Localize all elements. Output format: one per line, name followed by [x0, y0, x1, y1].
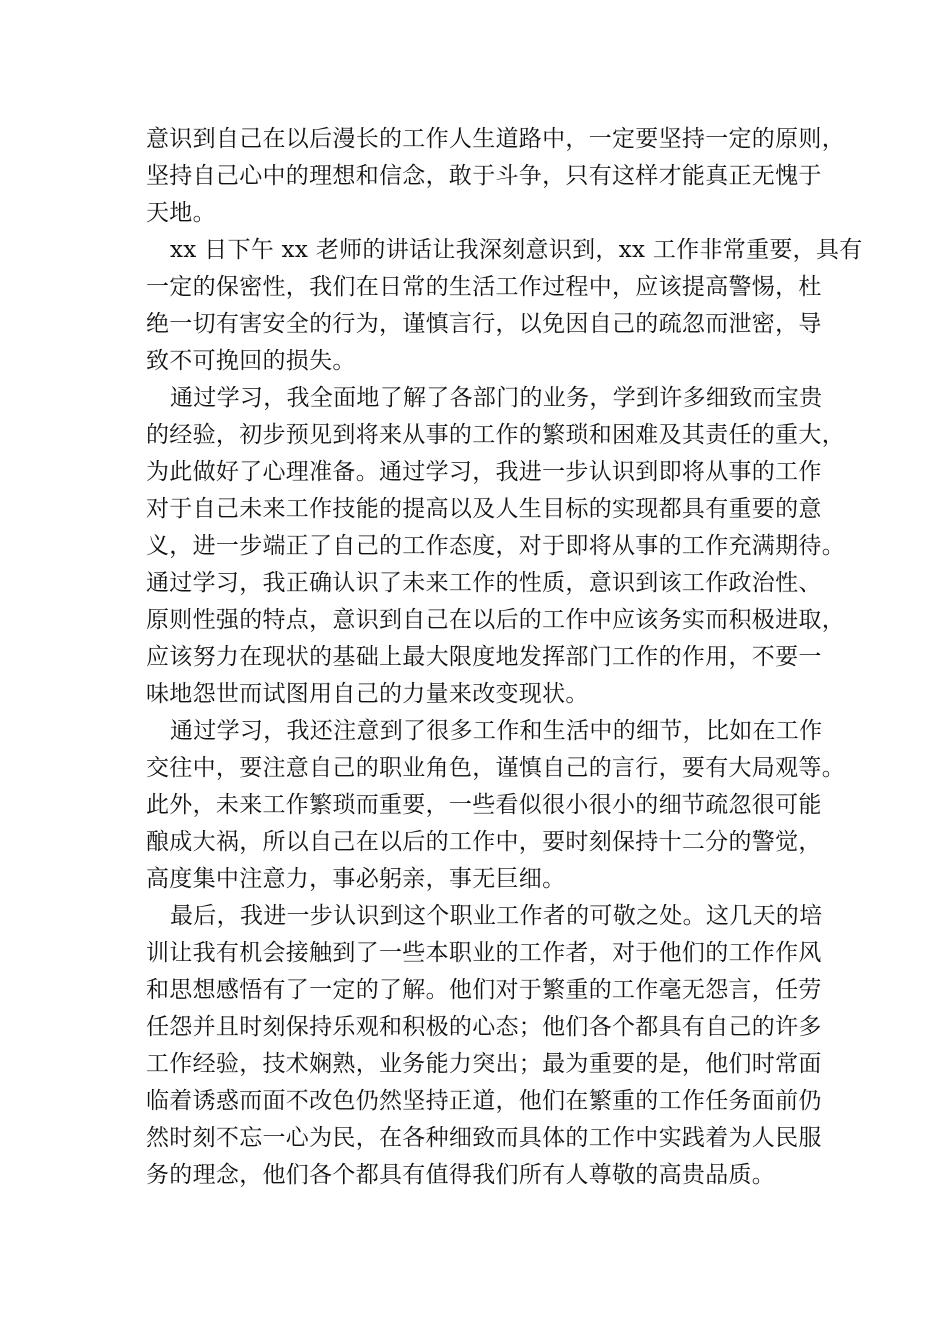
text-line: 然时刻不忘一心为民，在各种细致而具体的工作中实践着为人民服 — [146, 1125, 822, 1151]
text-line: 的经验，初步预见到将来从事的工作的繁琐和困难及其责任的重大， — [146, 422, 845, 448]
text-line: 意识到自己在以后漫长的工作人生道路中，一定要坚持一定的原则， — [146, 126, 845, 152]
text-line: 应该努力在现状的基础上最大限度地发挥部门工作的作用，不要一 — [146, 644, 822, 670]
text-line: 通过学习，我正确认识了未来工作的性质，意识到该工作政治性、 — [146, 570, 822, 596]
text-line: 最后，我进一步认识到这个职业工作者的可敬之处。这几天的培 — [170, 903, 823, 929]
text-line: 训让我有机会接触到了一些本职业的工作者，对于他们的工作作风 — [146, 940, 822, 966]
text-line: 坚持自己心中的理想和信念，敢于斗争，只有这样才能真正无愧于 — [146, 163, 822, 189]
text-line: 通过学习，我还注意到了很多工作和生活中的细节，比如在工作 — [170, 718, 823, 744]
text-line: 为此做好了心理准备。通过学习，我进一步认识到即将从事的工作 — [146, 459, 822, 485]
text-line: 天地。 — [146, 200, 216, 226]
text-line: 绝一切有害安全的行为，谨慎言行，以免因自己的疏忽而泄密，导 — [146, 311, 822, 337]
paragraph-1 — [146, 121, 845, 232]
text-line: 味地怨世而试图用自己的力量来改变现状。 — [146, 681, 589, 707]
text-line: 和思想感悟有了一定的了解。他们对于繁重的工作毫无怨言，任劳 — [146, 977, 822, 1003]
text-line: 一定的保密性，我们在日常的生活工作过程中，应该提高警惕，杜 — [146, 274, 822, 300]
text-line: 酿成大祸，所以自己在以后的工作中，要时刻保持十二分的警觉， — [146, 829, 822, 855]
text-line: 原则性强的特点，意识到自己在以后的工作中应该务实而积极进取， — [146, 607, 845, 633]
text-line: 临着诱惑而面不改色仍然坚持正道，他们在繁重的工作任务面前仍 — [146, 1088, 822, 1114]
text-line: 务的理念，他们各个都具有值得我们所有人尊敬的高贵品质。 — [146, 1162, 776, 1188]
paragraph-5 — [146, 898, 823, 1194]
text-line: 任怨并且时刻保持乐观和积极的心态；他们各个都具有自己的许多 — [146, 1014, 822, 1040]
text-line: 交往中，要注意自己的职业角色，谨慎自己的言行，要有大局观等。 — [146, 755, 845, 781]
paragraph-2 — [146, 232, 863, 380]
text-line: 工作经验，技术娴熟，业务能力突出；最为重要的是，他们时常面 — [146, 1051, 822, 1077]
paragraph-4 — [146, 713, 845, 898]
text-line: 对于自己未来工作技能的提高以及人生目标的实现都具有重要的意 — [146, 496, 822, 522]
text-line: 致不可挽回的损失。 — [146, 348, 356, 374]
text-line: 此外，未来工作繁琐而重要，一些看似很小很小的细节疏忽很可能 — [146, 792, 822, 818]
paragraph-3 — [146, 380, 845, 713]
text-line: 高度集中注意力，事必躬亲，事无巨细。 — [146, 866, 566, 892]
text-line: 通过学习，我全面地了解了各部门的业务，学到许多细致而宝贵 — [170, 385, 823, 411]
text-line: 义，进一步端正了自己的工作态度，对于即将从事的工作充满期待。 — [146, 533, 845, 559]
text-line: xx 日下午 xx 老师的讲话让我深刻意识到，xx 工作非常重要，具有 — [170, 237, 863, 263]
document-body — [146, 121, 863, 1194]
